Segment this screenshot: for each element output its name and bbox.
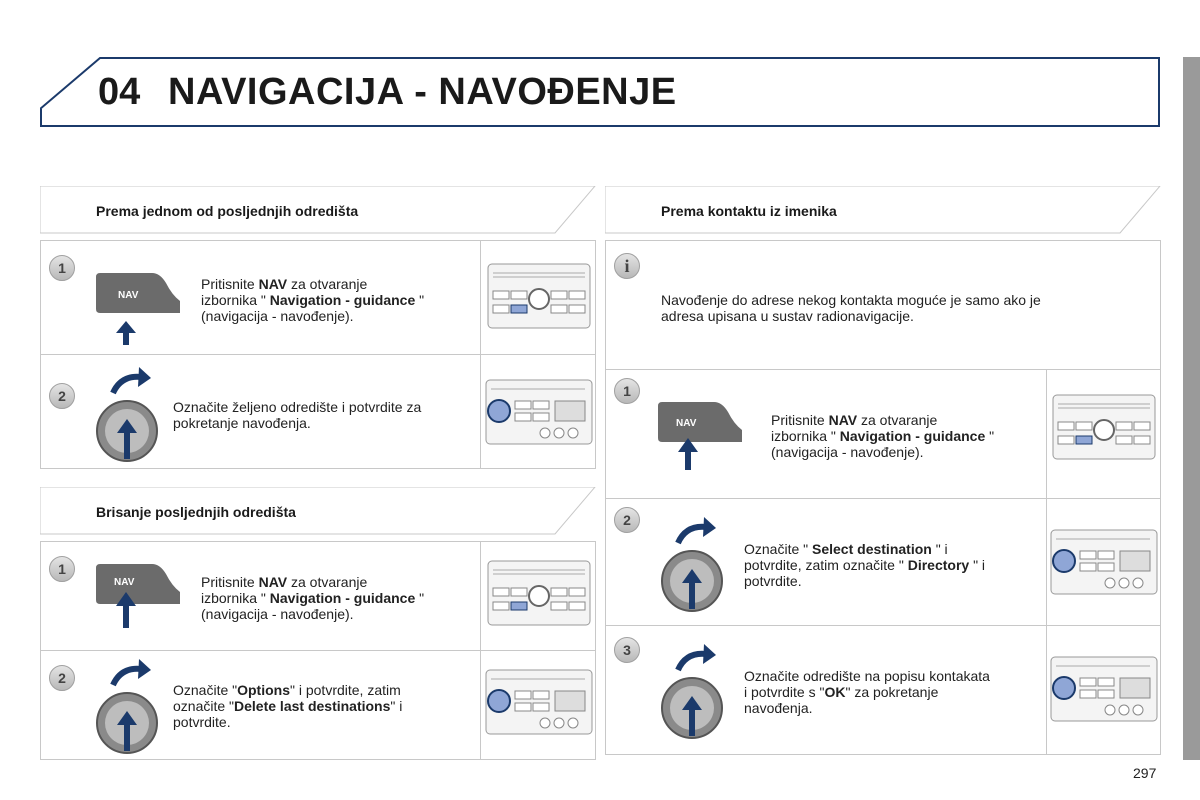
- section-title: Brisanje posljednjih odredišta: [96, 504, 296, 520]
- step-text: Pritisnite NAV za otvaranje izbornika " Navigation - guidance " (navigacija - navođenje).: [201, 574, 425, 622]
- radio-panel-illustration: [487, 560, 591, 626]
- info-text: Navođenje do adrese nekog kontakta moguće je samo ako je adresa upisana u sustav radionavigacije.: [661, 292, 1041, 324]
- radio-panel-illustration: [1050, 529, 1158, 595]
- rotary-knob-icon: [93, 365, 173, 465]
- step-text: Označite "Options" i potvrdite, zatim označite "Delete last destinations" i potvrdite.: [173, 682, 403, 730]
- step-number-badge: 3: [614, 637, 640, 663]
- chapter-number: 04: [98, 71, 141, 113]
- step-number-badge: 2: [49, 665, 75, 691]
- instruction-step: [605, 498, 1161, 626]
- step-text: Pritisnite NAV za otvaranje izbornika " Navigation - guidance " (navigacija - navođenje).: [201, 276, 425, 324]
- info-box: [605, 240, 1161, 370]
- nav-button-icon: [658, 398, 748, 478]
- svg-text:NAV: NAV: [676, 418, 697, 429]
- side-tab-bar: [1183, 57, 1200, 760]
- instruction-step: [605, 369, 1161, 499]
- section-title: Prema kontaktu iz imenika: [661, 203, 837, 219]
- instruction-step: [40, 354, 596, 469]
- instruction-step: [40, 650, 596, 760]
- radio-panel-illustration: [485, 669, 593, 735]
- step-text: Označite odredište na popisu kontakata i potvrdite s "OK" za pokretanje navođenja.: [744, 668, 990, 716]
- chapter-header: [40, 57, 1160, 127]
- step-number-badge: 2: [614, 507, 640, 533]
- step-number-badge: 1: [49, 255, 75, 281]
- step-text: Označite željeno odredište i potvrdite za pokretanje navođenja.: [173, 399, 422, 431]
- chapter-title: NAVIGACIJA - NAVOĐENJE: [168, 71, 677, 113]
- instruction-step: [40, 541, 596, 651]
- nav-button-icon: [96, 560, 186, 640]
- instruction-step: [605, 625, 1161, 755]
- svg-text:NAV: NAV: [118, 290, 139, 301]
- instruction-step: [40, 240, 596, 355]
- step-text: Označite " Select destination " i potvrdite, zatim označite " Directory " i potvrdite.: [744, 541, 986, 589]
- section-title-box: [605, 186, 1161, 234]
- info-icon: i: [614, 253, 640, 279]
- nav-button-icon: [96, 269, 186, 349]
- step-number-badge: 1: [614, 378, 640, 404]
- step-number-badge: 2: [49, 383, 75, 409]
- section-title-box: [40, 186, 596, 234]
- page-number: 297: [1133, 765, 1157, 781]
- radio-panel-illustration: [485, 379, 593, 445]
- rotary-knob-icon: [658, 515, 738, 615]
- rotary-knob-icon: [93, 657, 173, 757]
- svg-text:NAV: NAV: [114, 577, 135, 588]
- radio-panel-illustration: [1052, 394, 1156, 460]
- radio-panel-illustration: [1050, 656, 1158, 722]
- step-text: Pritisnite NAV za otvaranje izbornika " Navigation - guidance " (navigacija - navođenje).: [771, 412, 995, 460]
- rotary-knob-icon: [658, 642, 738, 742]
- section-title-box: [40, 487, 596, 535]
- radio-panel-illustration: [487, 263, 591, 329]
- step-number-badge: 1: [49, 556, 75, 582]
- section-title: Prema jednom od posljednjih odredišta: [96, 203, 359, 219]
